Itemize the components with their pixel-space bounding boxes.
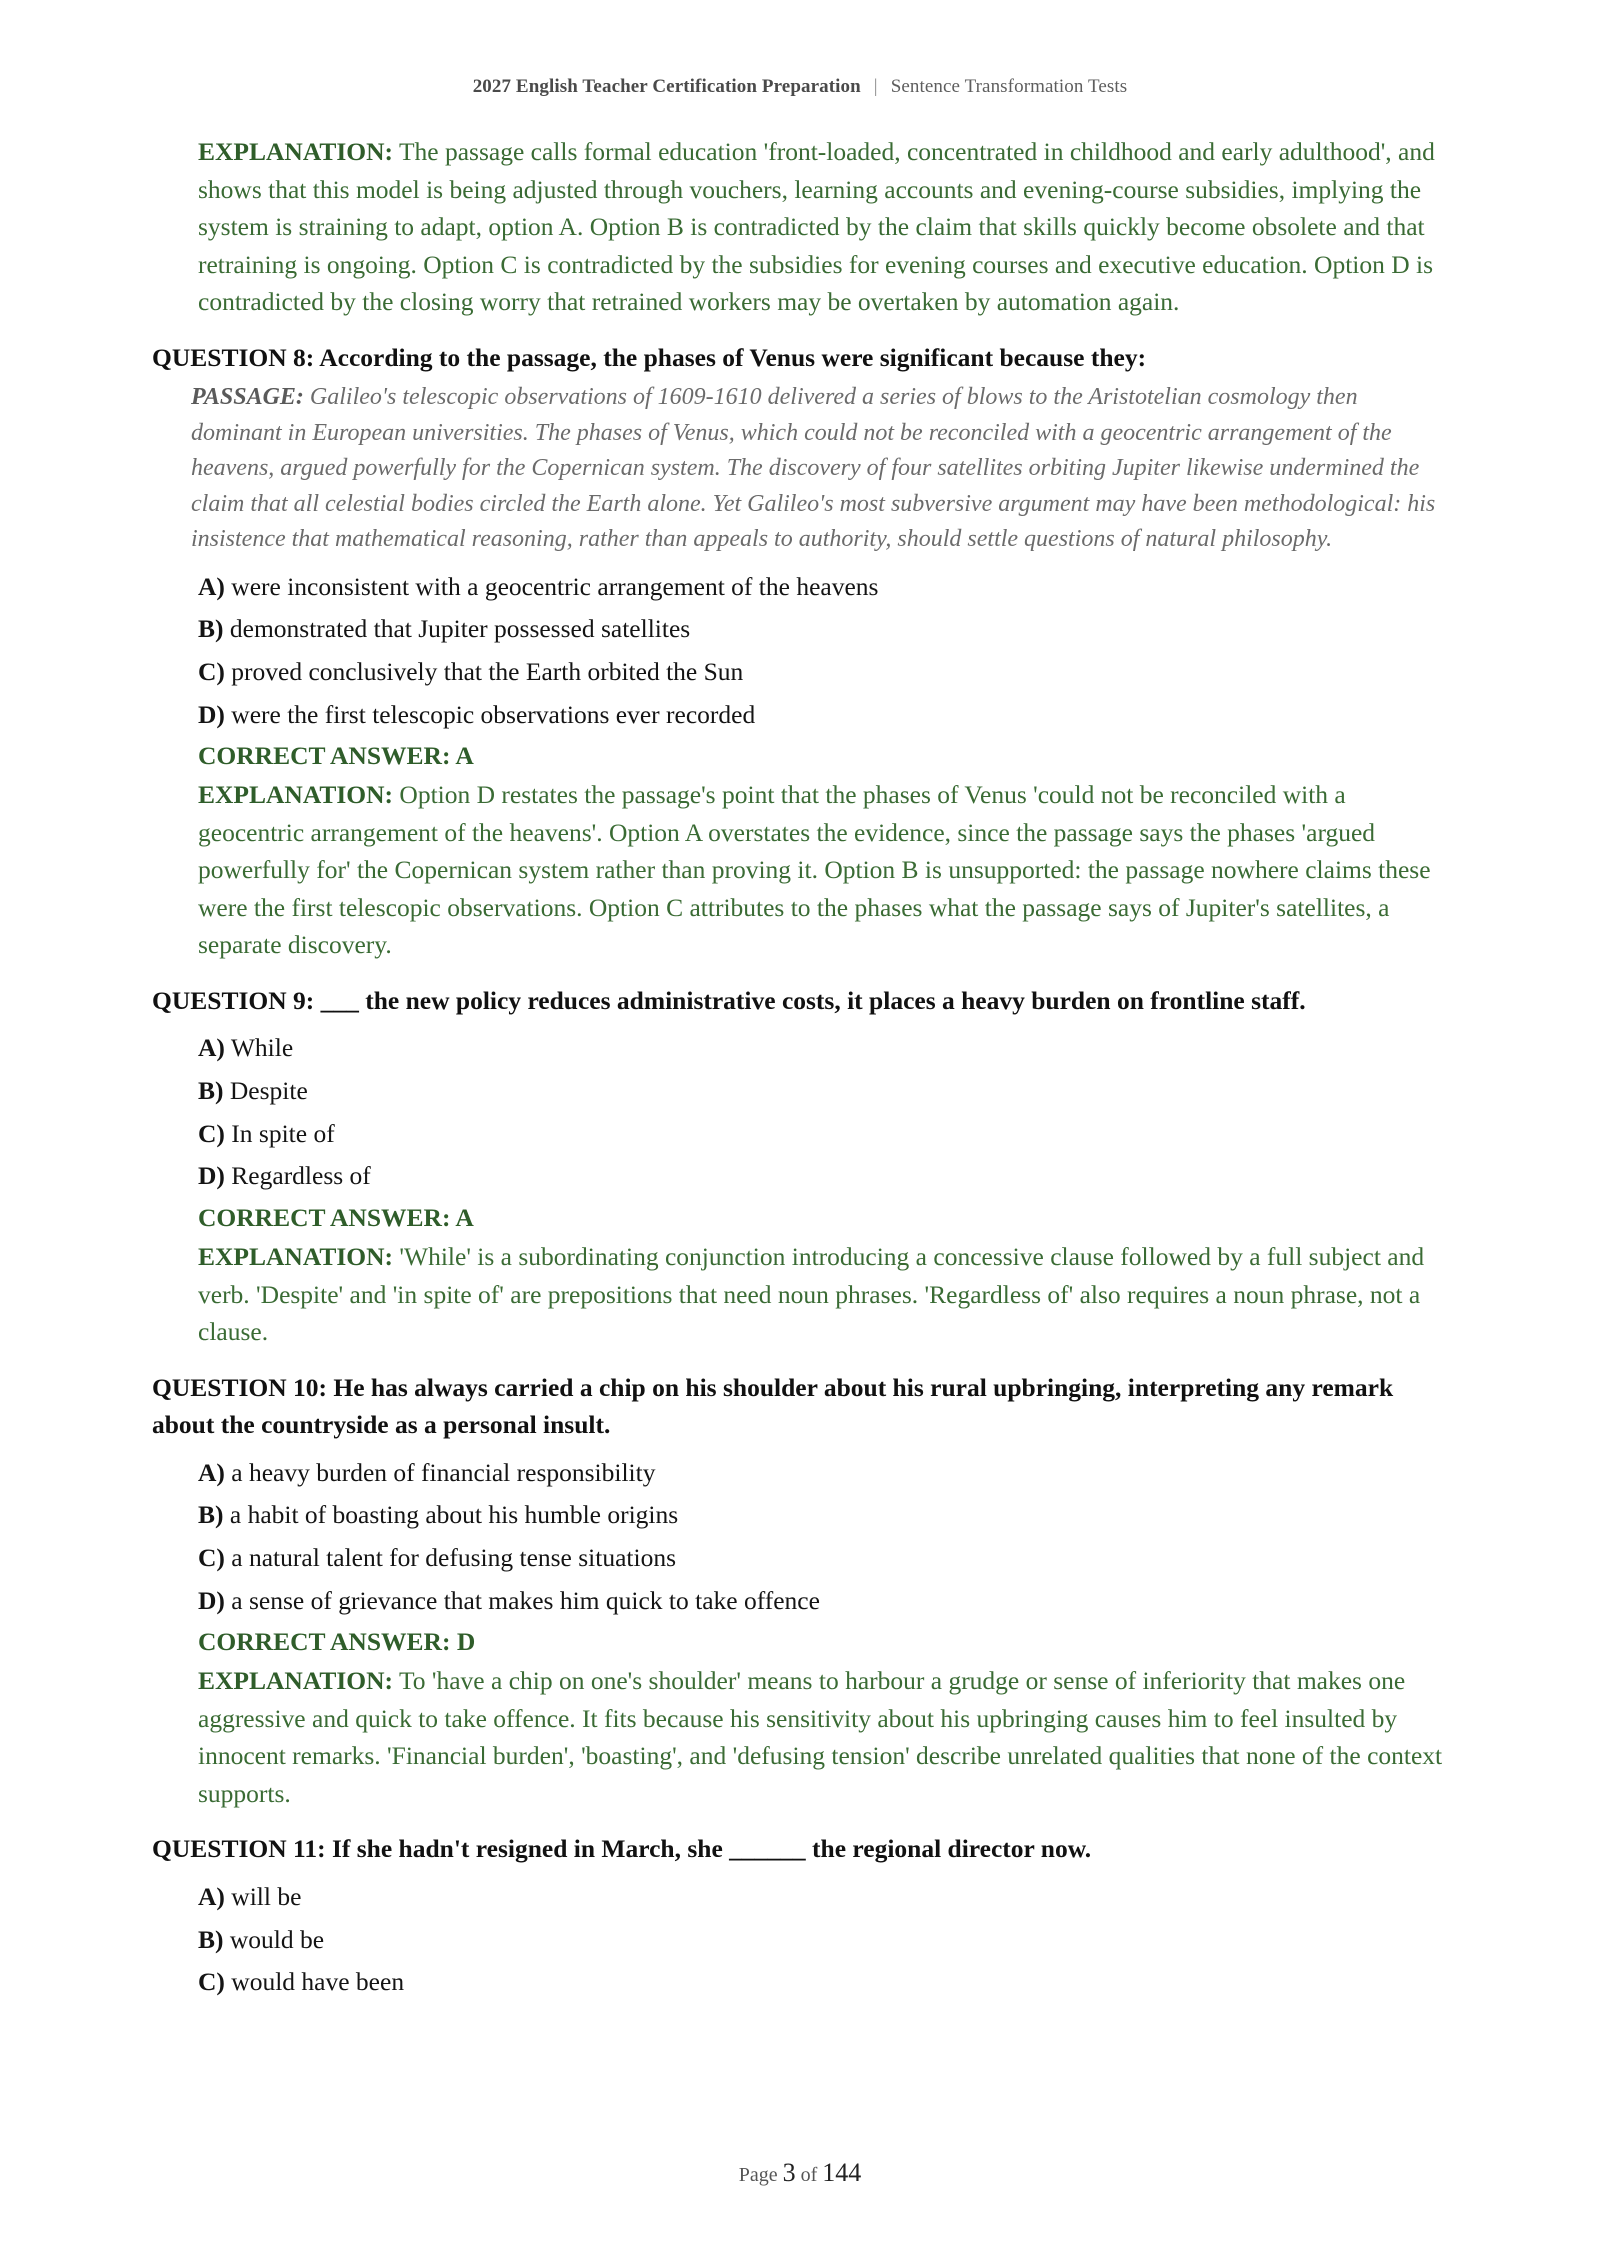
explanation-text: 'While' is a subordinating conjunction introducing a concessive clause followed by a full subject and verb. 'Despite' and 'in spite of' are prepositions that need noun phrases. 'Regardless of' also requires a noun phrase, not a clause. [198, 1242, 1425, 1347]
page-word: Page [738, 2164, 778, 2186]
option-a: A) a heavy burden of financial responsibility [198, 1457, 656, 1487]
page-content [152, 133, 1452, 2004]
explanation-text: Option D restates the passage's point that the phases of Venus 'could not be reconciled with a geocentric arrangement of the heavens'. Option A overstates the evidence, since the passage says the phases 'argued powerfully for' the Copernican system rather than proving it. Option B is unsupported: the passage nowhere claims these were the first telescopic observations. Option C attributes to the phases what the passage says of Jupiter's satellites, a separate discovery. [198, 780, 1431, 960]
question-8-options [152, 566, 1452, 737]
option-c: C) a natural talent for defusing tense situations [198, 1543, 677, 1573]
question-11-options [152, 1876, 1452, 2004]
option-a: A) will be [198, 1881, 302, 1911]
question-10-options [152, 1452, 1452, 1623]
header-subtitle: Sentence Transformation Tests [890, 76, 1128, 97]
passage-label: PASSAGE: [191, 384, 304, 410]
page-footer [0, 2158, 1600, 2188]
option-d: D) Regardless of [198, 1161, 371, 1191]
running-header [0, 76, 1600, 98]
explanation-label: EXPLANATION: [198, 137, 394, 166]
question-10-correct-answer: CORRECT ANSWER: D [198, 1627, 476, 1657]
question-8-stem: QUESTION 8: According to the passage, the phases of Venus were significant because they: [152, 342, 1147, 372]
option-a: A) While [198, 1033, 294, 1063]
option-b: B) demonstrated that Jupiter possessed satellites [198, 614, 691, 644]
option-a: A) were inconsistent with a geocentric arrangement of the heavens [198, 571, 879, 601]
explanation-label: EXPLANATION: [198, 1242, 394, 1272]
explanation-text: The passage calls formal education 'front-loaded, concentrated in childhood and early adulthood', and shows that this model is being adjusted through vouchers, learning accounts and evening-course subsidies, implying the system is straining to adapt, option A. Option B is contradicted by the claim that skills quickly become obsolete and that retraining is ongoing. Option C is contradicted by the subsidies for evening courses and executive education. Option D is contradicted by the closing worry that retrained workers may be overtaken by automation again. [198, 137, 1435, 316]
page-number: 3 [782, 2158, 796, 2187]
question-9-options [152, 1027, 1452, 1198]
passage-text: Galileo's telescopic observations of 1609-1610 delivered a series of blows to the Aristotelian cosmology then dominant in European universities. The phases of Venus, which could not be reconciled with a geocentric arrangement of the heavens, argued powerfully for the Copernican system. The discovery of four satellites orbiting Jupiter likewise undermined the claim that all celestial bodies circled the Earth alone. Yet Galileo's most subversive argument may have been methodological: his insistence that mathematical reasoning, rather than appeals to authority, should settle questions of natural philosophy. [191, 384, 1436, 552]
explanation-label: EXPLANATION: [198, 780, 394, 810]
option-d: D) were the first telescopic observations ever recorded [198, 699, 756, 729]
explanation-text: To 'have a chip on one's shoulder' means to harbour a grudge or sense of inferiority that makes one aggressive and quick to take offence. It fits because his sensitivity about his upbringing causes him to feel insulted by innocent remarks. 'Financial burden', 'boasting', and 'defusing tension' describe unrelated qualities that none of the context supports. [198, 1666, 1443, 1808]
option-c: C) would have been [198, 1967, 405, 1997]
question-10-stem: QUESTION 10: He has always carried a chip on his shoulder about his rural upbringing, interpreting any remark about the countryside as a personal insult. [152, 1372, 1394, 1440]
question-10-explanation [198, 1662, 1452, 1812]
option-c: C) In spite of [198, 1118, 335, 1148]
question-9-correct-answer: CORRECT ANSWER: A [198, 1203, 474, 1233]
explanation-label: EXPLANATION: [198, 1666, 394, 1696]
question-9-explanation [198, 1238, 1452, 1351]
question-9-stem: QUESTION 9: ___ the new policy reduces administrative costs, it places a heavy burden on frontline staff. [152, 985, 1306, 1015]
option-b: B) Despite [198, 1076, 308, 1106]
option-b: B) would be [198, 1924, 325, 1954]
option-d: D) a sense of grievance that makes him quick to take offence [198, 1585, 820, 1615]
option-c: C) proved conclusively that the Earth orbited the Sun [198, 656, 744, 686]
question-8-passage [191, 380, 1452, 558]
option-b: B) a habit of boasting about his humble origins [198, 1500, 679, 1530]
q7-explanation [198, 133, 1452, 321]
question-8-correct-answer: CORRECT ANSWER: A [198, 741, 474, 771]
question-8-explanation [198, 776, 1452, 964]
of-word: of [800, 2164, 818, 2186]
header-separator: | [873, 76, 878, 97]
question-11-stem: QUESTION 11: If she hadn't resigned in March, she ______ the regional director now. [152, 1834, 1092, 1864]
header-title: 2027 English Teacher Certification Preparation [472, 76, 861, 97]
total-pages: 144 [822, 2158, 862, 2187]
